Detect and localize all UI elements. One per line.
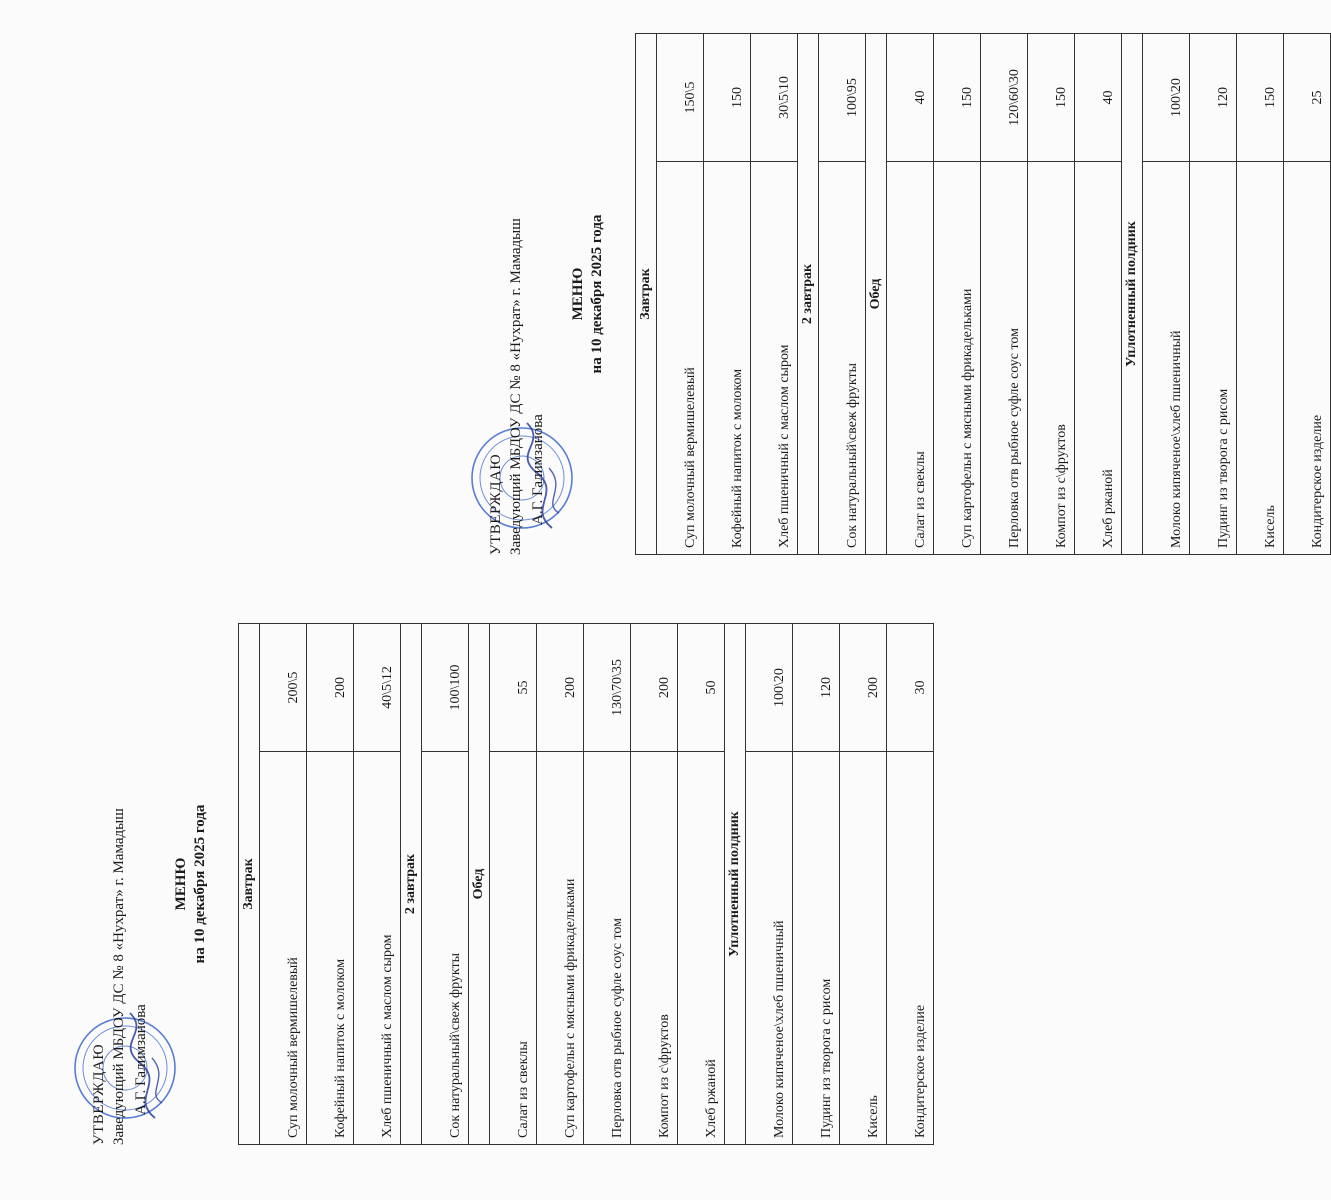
menu-row [537, 624, 584, 1145]
menu-date: на 10 декабря 2025 года [589, 214, 605, 374]
organization-line: Заведующий МБДОУ ДС № 8 «Нухрат» г. Мамадыш [508, 218, 524, 555]
dish-name: Суп картофельн с мясными фрикадельками [934, 162, 981, 555]
dish-portion: 200 [840, 624, 887, 752]
section-heading: Завтрак [636, 34, 657, 555]
menu-title: МЕНЮ [570, 267, 586, 321]
menu-row [584, 624, 631, 1145]
menu-row [1284, 34, 1331, 555]
dish-portion: 100\20 [1143, 34, 1190, 162]
dish-name: Хлеб ржаной [1075, 162, 1122, 555]
dish-portion: 30 [887, 624, 934, 752]
menu-row [678, 624, 725, 1145]
dish-portion: 150 [1028, 34, 1075, 162]
menu-row [631, 624, 678, 1145]
menu-row [887, 34, 934, 555]
section-heading: Завтрак [239, 624, 260, 1145]
dish-name: Сок натуральный\свеж фрукты [422, 752, 469, 1145]
menu-row [1075, 34, 1122, 555]
dish-name: Хлеб пшеничный с маслом сыром [354, 752, 401, 1145]
section-heading: 2 завтрак [798, 34, 819, 555]
menu-row [657, 34, 704, 555]
approval-header [88, 623, 238, 1145]
menu-sheet-left [88, 623, 928, 1145]
dish-portion: 100\100 [422, 624, 469, 752]
dish-name: Молоко кипяченое\хлеб пшеничный [1143, 162, 1190, 555]
menu-row [307, 624, 354, 1145]
menu-row [422, 624, 469, 1145]
dish-portion: 150 [1237, 34, 1284, 162]
menu-row [1237, 34, 1284, 555]
menu-row [1028, 34, 1075, 555]
section-heading: Уплотненный полдник [1122, 34, 1143, 555]
menu-row [981, 34, 1028, 555]
section-heading: Обед [866, 34, 887, 555]
approval-line: УТВЕРЖДАЮ [488, 453, 504, 555]
dish-portion: 30\5\10 [751, 34, 798, 162]
approval-header [485, 33, 635, 555]
dish-name: Компот из с\фруктов [1028, 162, 1075, 555]
dish-portion: 50 [678, 624, 725, 752]
menu-row [887, 624, 934, 1145]
dish-portion: 40\5\12 [354, 624, 401, 752]
dish-portion: 150\5 [657, 34, 704, 162]
dish-name: Молоко кипяченое\хлеб пшеничный [746, 752, 793, 1145]
dish-name: Кофейный напиток с молоком [307, 752, 354, 1145]
dish-portion: 120 [1190, 34, 1237, 162]
director-name: А.Г. Галимзанова [133, 1004, 149, 1115]
dish-portion: 100\20 [746, 624, 793, 752]
menu-sheet-right [485, 33, 1325, 555]
dish-name: Суп картофельн с мясными фрикадельками [537, 752, 584, 1145]
menu-row [840, 624, 887, 1145]
dish-name: Кондитерское изделие [1284, 162, 1331, 555]
dish-name: Сок натуральный\свеж фрукты [819, 162, 866, 555]
dish-name: Пудинг из творога с рисом [1190, 162, 1237, 555]
dish-name: Суп молочный вермишелевый [260, 752, 307, 1145]
dish-portion: 200 [307, 624, 354, 752]
menu-row [746, 624, 793, 1145]
section-heading: Уплотненный полдник [725, 624, 746, 1145]
dish-portion: 150 [934, 34, 981, 162]
dish-name: Кисель [1237, 162, 1284, 555]
section-heading: Обед [469, 624, 490, 1145]
menu-row [1190, 34, 1237, 555]
menu-date: на 10 декабря 2025 года [192, 804, 208, 964]
dish-name: Салат из свеклы [490, 752, 537, 1145]
dish-name: Суп молочный вермишелевый [657, 162, 704, 555]
dish-portion: 200 [537, 624, 584, 752]
menu-row [260, 624, 307, 1145]
menu-row [751, 34, 798, 555]
dish-name: Перловка отв рыбное суфле соус том [584, 752, 631, 1145]
menu-table [238, 623, 934, 1145]
dish-portion: 120 [793, 624, 840, 752]
dish-portion: 130\70\35 [584, 624, 631, 752]
dish-name: Хлеб ржаной [678, 752, 725, 1145]
approval-line: УТВЕРЖДАЮ [91, 1043, 107, 1145]
dish-name: Кофейный напиток с молоком [704, 162, 751, 555]
dish-name: Перловка отв рыбное суфле соус том [981, 162, 1028, 555]
dish-name: Салат из свеклы [887, 162, 934, 555]
menu-row [490, 624, 537, 1145]
menu-row [1143, 34, 1190, 555]
dish-portion: 25 [1284, 34, 1331, 162]
dish-name: Компот из с\фруктов [631, 752, 678, 1145]
dish-portion: 55 [490, 624, 537, 752]
menu-table [635, 33, 1331, 555]
dish-portion: 120\60\30 [981, 34, 1028, 162]
dish-portion: 40 [887, 34, 934, 162]
menu-title: МЕНЮ [173, 857, 189, 911]
dish-name: Хлеб пшеничный с маслом сыром [751, 162, 798, 555]
dish-name: Кондитерское изделие [887, 752, 934, 1145]
dish-name: Пудинг из творога с рисом [793, 752, 840, 1145]
dish-portion: 150 [704, 34, 751, 162]
menu-row [704, 34, 751, 555]
dish-portion: 100\95 [819, 34, 866, 162]
menu-row [934, 34, 981, 555]
menu-row [819, 34, 866, 555]
menu-row [354, 624, 401, 1145]
dish-name: Кисель [840, 752, 887, 1145]
organization-line: Заведующий МБДОУ ДС № 8 «Нухрат» г. Мамадыш [111, 808, 127, 1145]
menu-row [793, 624, 840, 1145]
section-heading: 2 завтрак [401, 624, 422, 1145]
dish-portion: 40 [1075, 34, 1122, 162]
dish-portion: 200\5 [260, 624, 307, 752]
director-name: А.Г. Галимзанова [530, 414, 546, 525]
dish-portion: 200 [631, 624, 678, 752]
